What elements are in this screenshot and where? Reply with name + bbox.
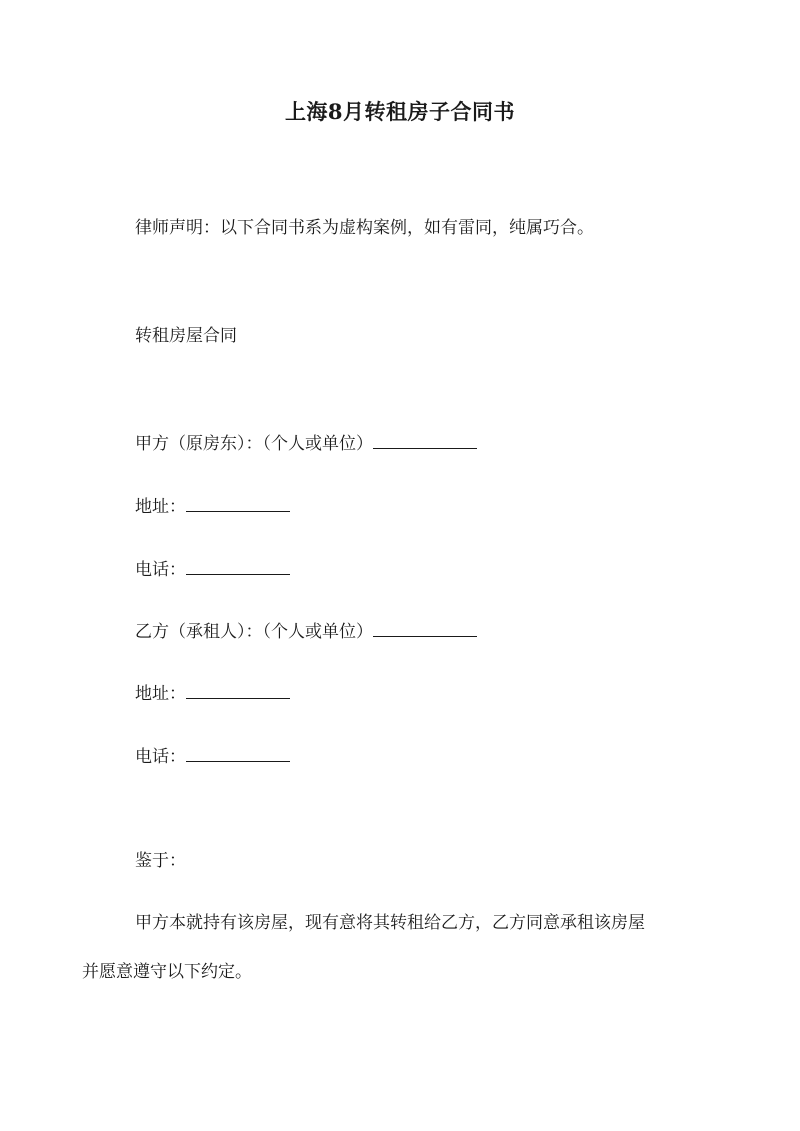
disclaimer-text: 律师声明：以下合同书系为虚构案例，如有雷同，纯属巧合。 <box>135 218 594 238</box>
party-b-line <box>135 619 477 644</box>
party-b-phone-line <box>135 744 290 769</box>
party-a-line <box>135 431 477 456</box>
party-b-label: 乙方（承租人）：（个人或单位） <box>135 622 373 642</box>
party-a-address-label: 地址： <box>135 497 186 517</box>
party-a-label: 甲方（原房东）：（个人或单位） <box>135 434 373 454</box>
party-b-address-blank <box>186 681 290 699</box>
party-a-address-blank <box>186 494 290 512</box>
party-a-address-line <box>135 494 290 519</box>
whereas-text-line1: 甲方本就持有该房屋，现有意将其转租给乙方，乙方同意承租该房屋 <box>135 913 645 933</box>
whereas-text-line2: 并愿意遵守以下约定。 <box>82 962 252 982</box>
document-title: 上海8月转租房子合同书 <box>284 99 516 124</box>
party-a-phone-line <box>135 557 290 582</box>
party-a-name-blank <box>373 431 477 449</box>
party-b-name-blank <box>373 619 477 637</box>
party-b-address-line <box>135 681 290 706</box>
contract-heading: 转租房屋合同 <box>135 326 237 346</box>
party-a-phone-label: 电话： <box>135 560 186 580</box>
party-b-phone-blank <box>186 744 290 762</box>
party-b-phone-label: 电话： <box>135 747 186 767</box>
party-a-phone-blank <box>186 557 290 575</box>
whereas-label: 鉴于： <box>135 851 186 871</box>
party-b-address-label: 地址： <box>135 684 186 704</box>
